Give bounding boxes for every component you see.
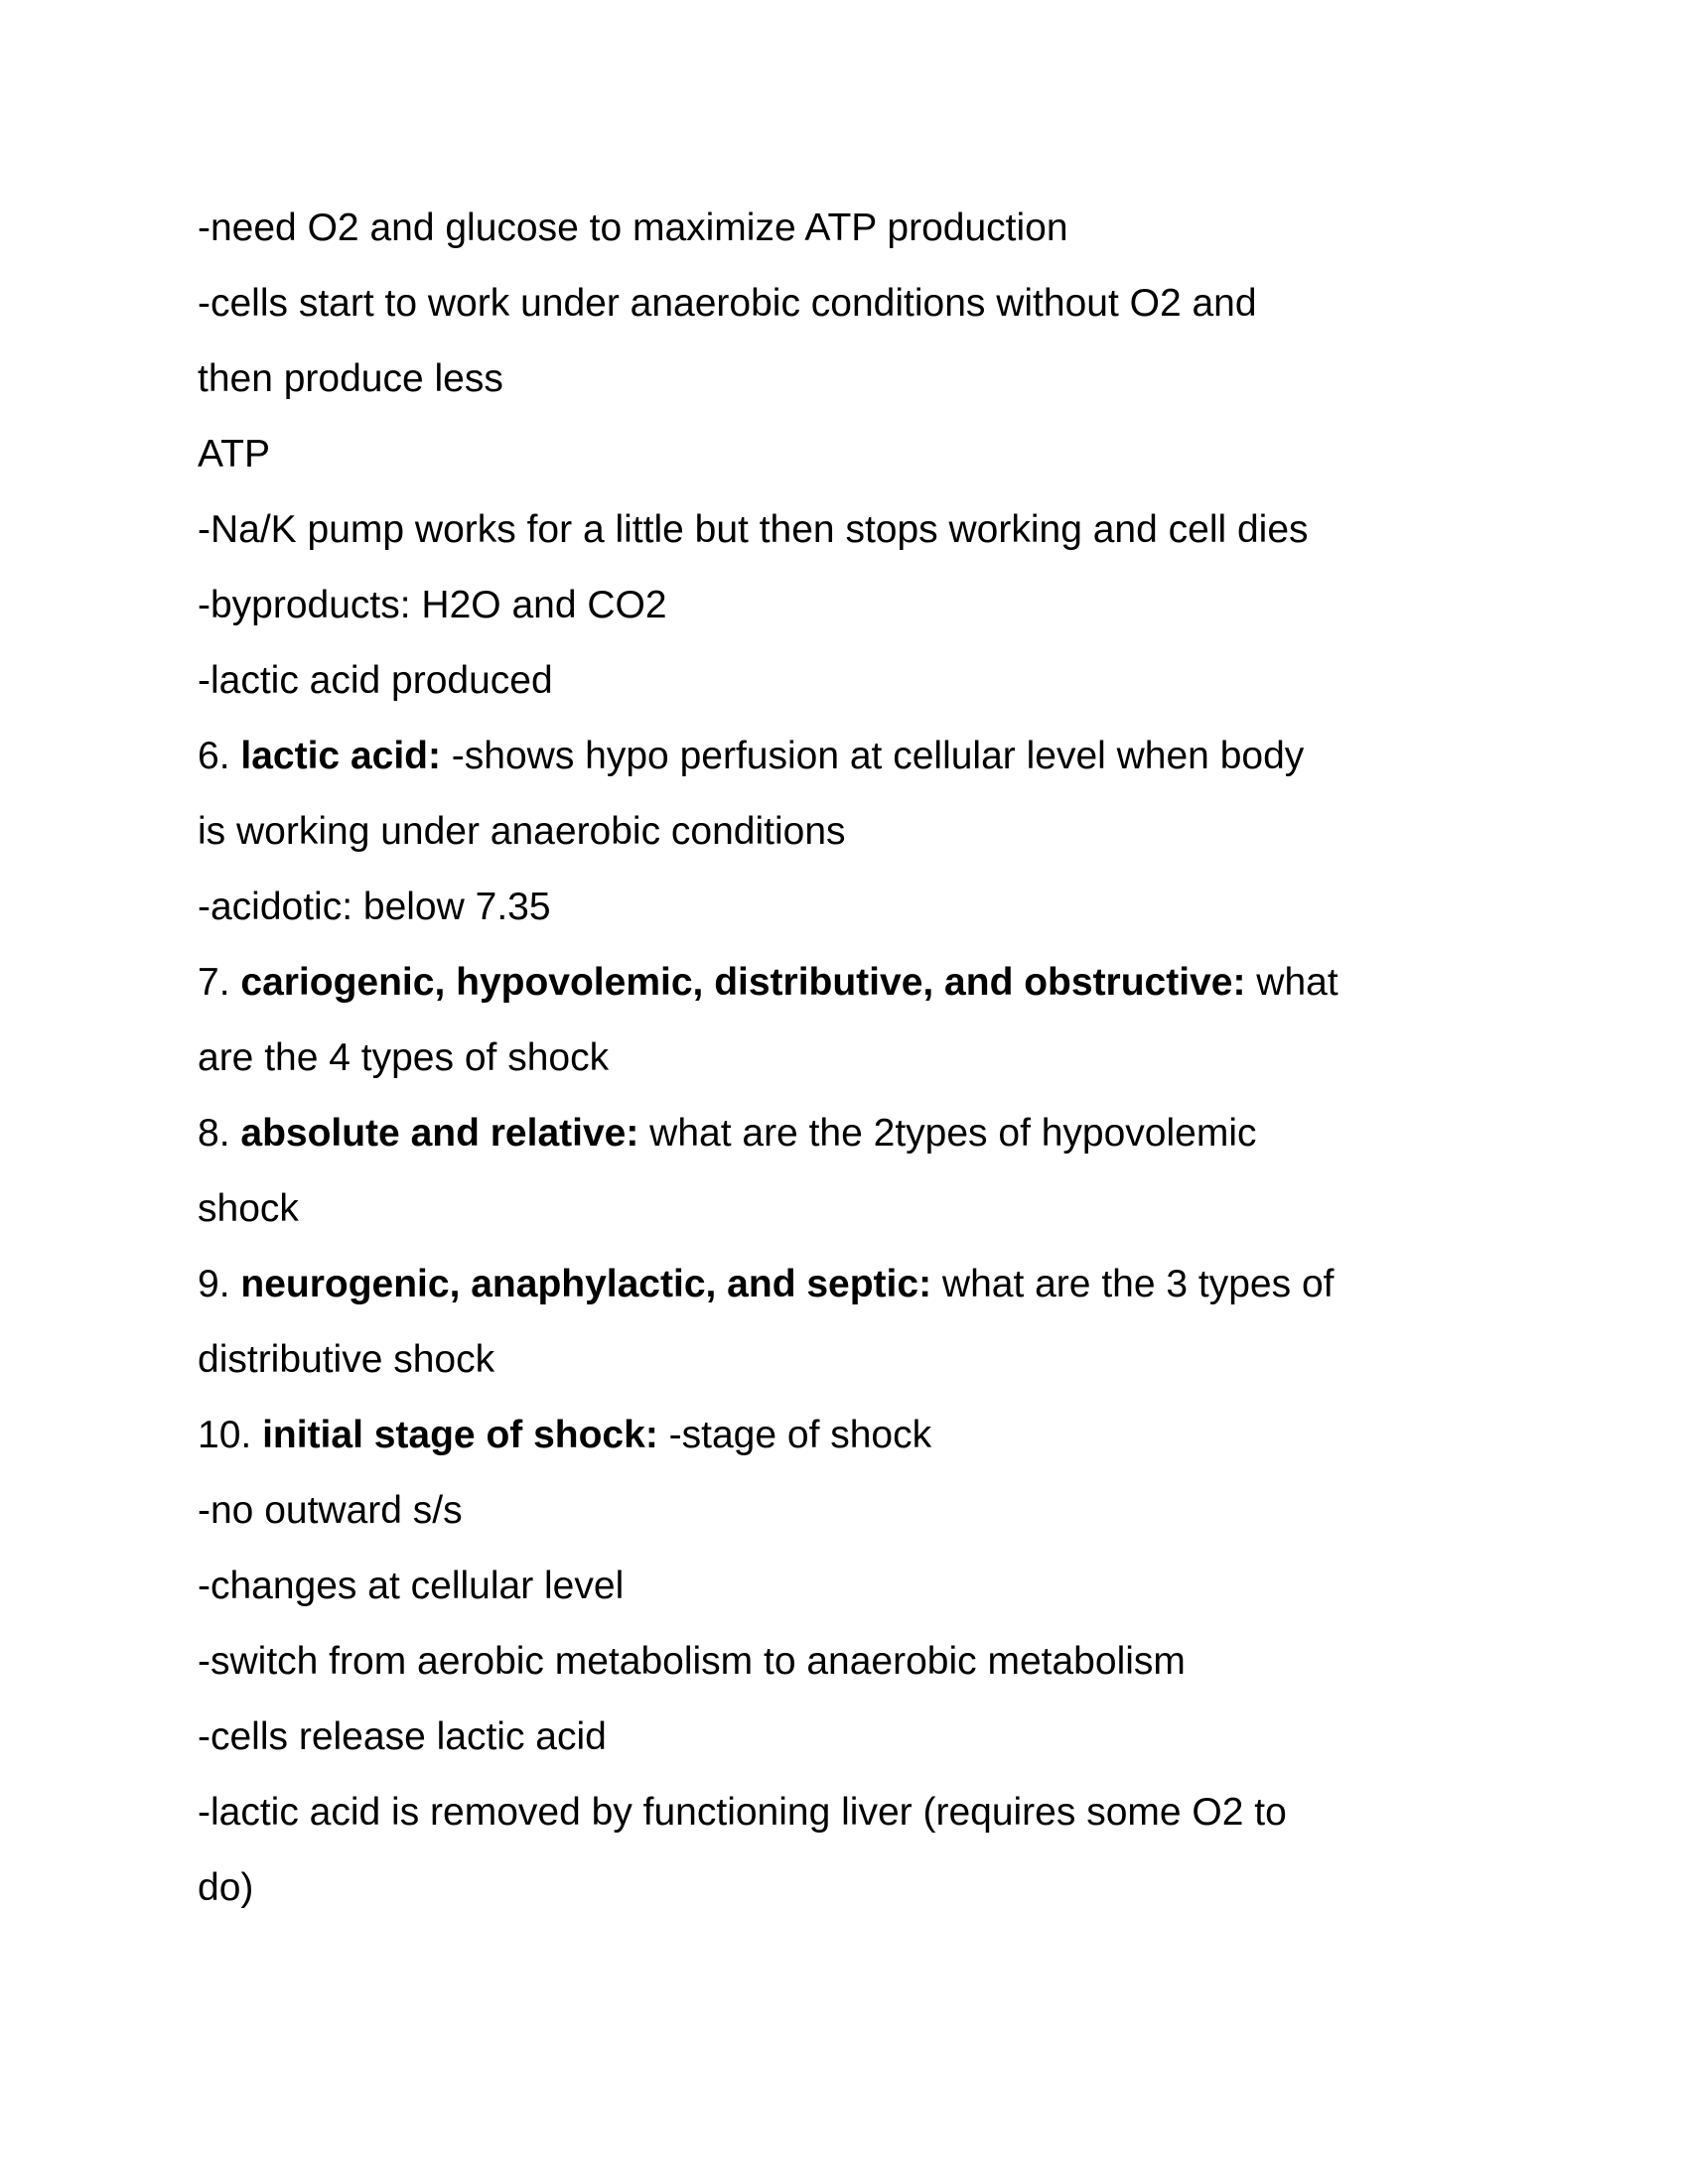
text-line xyxy=(198,1624,1528,1700)
line-text: do) xyxy=(198,1866,254,1909)
term: initial stage of shock: xyxy=(262,1414,658,1456)
line-text: -lactic acid is removed by functioning liver (requires some O2 to xyxy=(198,1791,1287,1834)
line-text: -lactic acid produced xyxy=(198,659,553,702)
term: lactic acid: xyxy=(240,735,441,777)
line-text: ATP xyxy=(198,433,270,476)
text-line xyxy=(198,945,1528,1021)
line-text: -stage of shock xyxy=(657,1414,932,1456)
item-number: 10. xyxy=(198,1414,263,1456)
text-line xyxy=(198,1549,1528,1624)
line-text: is working under anaerobic conditions xyxy=(198,810,846,853)
text-line xyxy=(198,1247,1528,1322)
item-number: 9. xyxy=(198,1263,241,1305)
line-text: are the 4 types of shock xyxy=(198,1036,610,1079)
line-text: what are the 2types of hypovolemic xyxy=(638,1112,1257,1155)
item-number: 7. xyxy=(198,961,241,1004)
text-line xyxy=(198,1171,1528,1247)
line-text: shock xyxy=(198,1187,299,1230)
text-line xyxy=(198,1322,1528,1398)
text-line xyxy=(198,1021,1528,1096)
line-text: -cells start to work under anaerobic conditions without O2 and xyxy=(198,282,1257,325)
item-number: 8. xyxy=(198,1112,241,1155)
line-text: -Na/K pump works for a little but then stops working and cell dies xyxy=(198,508,1309,551)
line-text: then produce less xyxy=(198,357,503,400)
text-line xyxy=(198,1850,1528,1926)
line-text: distributive shock xyxy=(198,1338,495,1381)
line-text: -byproducts: H2O and CO2 xyxy=(198,584,667,626)
text-line xyxy=(198,1096,1528,1171)
item-number: 6. xyxy=(198,735,241,777)
line-text: -no outward s/s xyxy=(198,1489,463,1532)
text-line xyxy=(198,1398,1528,1473)
line-text: what xyxy=(1245,961,1338,1004)
text-line xyxy=(198,1700,1528,1775)
text-line xyxy=(198,1473,1528,1549)
line-text: -acidotic: below 7.35 xyxy=(198,886,551,928)
text-line xyxy=(198,719,1528,794)
text-line xyxy=(198,492,1528,568)
line-text: -shows hypo perfusion at cellular level when body xyxy=(440,735,1305,777)
text-line xyxy=(198,266,1528,341)
text-line xyxy=(198,794,1528,870)
text-line xyxy=(198,568,1528,643)
line-text: -cells release lactic acid xyxy=(198,1715,607,1758)
line-text: -need O2 and glucose to maximize ATP production xyxy=(198,206,1068,249)
term: absolute and relative: xyxy=(240,1112,639,1155)
term: neurogenic, anaphylactic, and septic: xyxy=(240,1263,932,1305)
text-line xyxy=(198,341,1528,417)
line-text: -changes at cellular level xyxy=(198,1565,625,1607)
text-line xyxy=(198,1775,1528,1850)
text-line xyxy=(198,191,1528,266)
text-line xyxy=(198,870,1528,945)
text-line xyxy=(198,417,1528,492)
line-text: what are the 3 types of xyxy=(931,1263,1335,1305)
term: cariogenic, hypovolemic, distributive, and obstructive: xyxy=(240,961,1246,1004)
line-text: -switch from aerobic metabolism to anaerobic metabolism xyxy=(198,1640,1186,1683)
text-line xyxy=(198,643,1528,719)
document-page xyxy=(198,191,1528,1926)
